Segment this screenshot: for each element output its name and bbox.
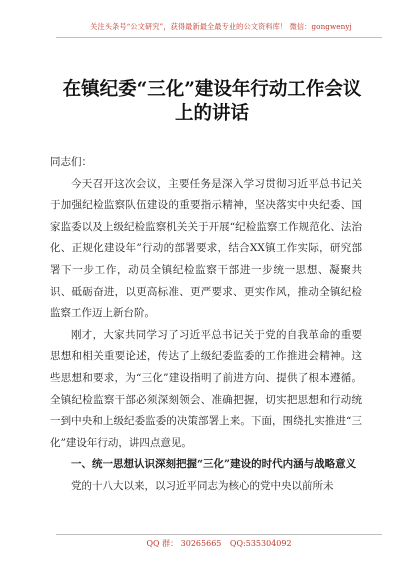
salutation: 同志们： xyxy=(50,156,92,168)
footer-contact xyxy=(56,538,382,549)
footer-qq-group: QQ 群： 30265665 xyxy=(146,539,222,548)
footer-qq-number: QQ:535304092 xyxy=(229,539,292,548)
section-heading: 一、统一思想认识深刻把握“三化”建设的时代内涵与战略意义 xyxy=(71,458,357,471)
paragraph-summary: 刚才，大家共同学习了习近平总书记关于党的自我革命的重要思想和相关重要论述，传达了上级纪委监委的工作推进会精神。这些思想和要求，为“三化”建设指明了前进方向、提供了根本遵循。全镇纪检监察干部必须深刻领会、准确把握，切实把思想和行动统一到中央和上级纪委监委的决策部署上来。下面，围绕扎实推进“三化”建设年行动，讲四点意见。 xyxy=(50,328,362,449)
document-body xyxy=(50,152,362,498)
header-divider xyxy=(56,37,382,38)
document-title: 在镇纪委“三化”建设年行动工作会议上的讲话 xyxy=(62,79,362,124)
footer-divider xyxy=(56,534,382,535)
header-banner: 关注头条号“公文研究”，获得最新最全最专业的公文资料库！ 微信：gongwenyj xyxy=(90,22,352,31)
paragraph-intro: 今天召开这次会议，主要任务是深入学习贯彻习近平总书记关于加强纪检监察队伍建设的重要指示精神，坚决落实中央纪委、国家监委以及上级纪检监察机关关于开展“纪检监察工作规范化、法治化、正规化建设年”行动的部署要求，结合XX镇工作实际，研究部署下一步工作，动员全镇纪检监察干部进一步统一思想、凝聚共识、砥砺奋进，以更高标准、更严要求、更实作风，推动全镇纪检监察工作迈上新台阶。 xyxy=(50,177,362,320)
paragraph-section-start: 党的十八大以来，以习近平同志为核心的党中央以前所未 xyxy=(71,479,334,492)
